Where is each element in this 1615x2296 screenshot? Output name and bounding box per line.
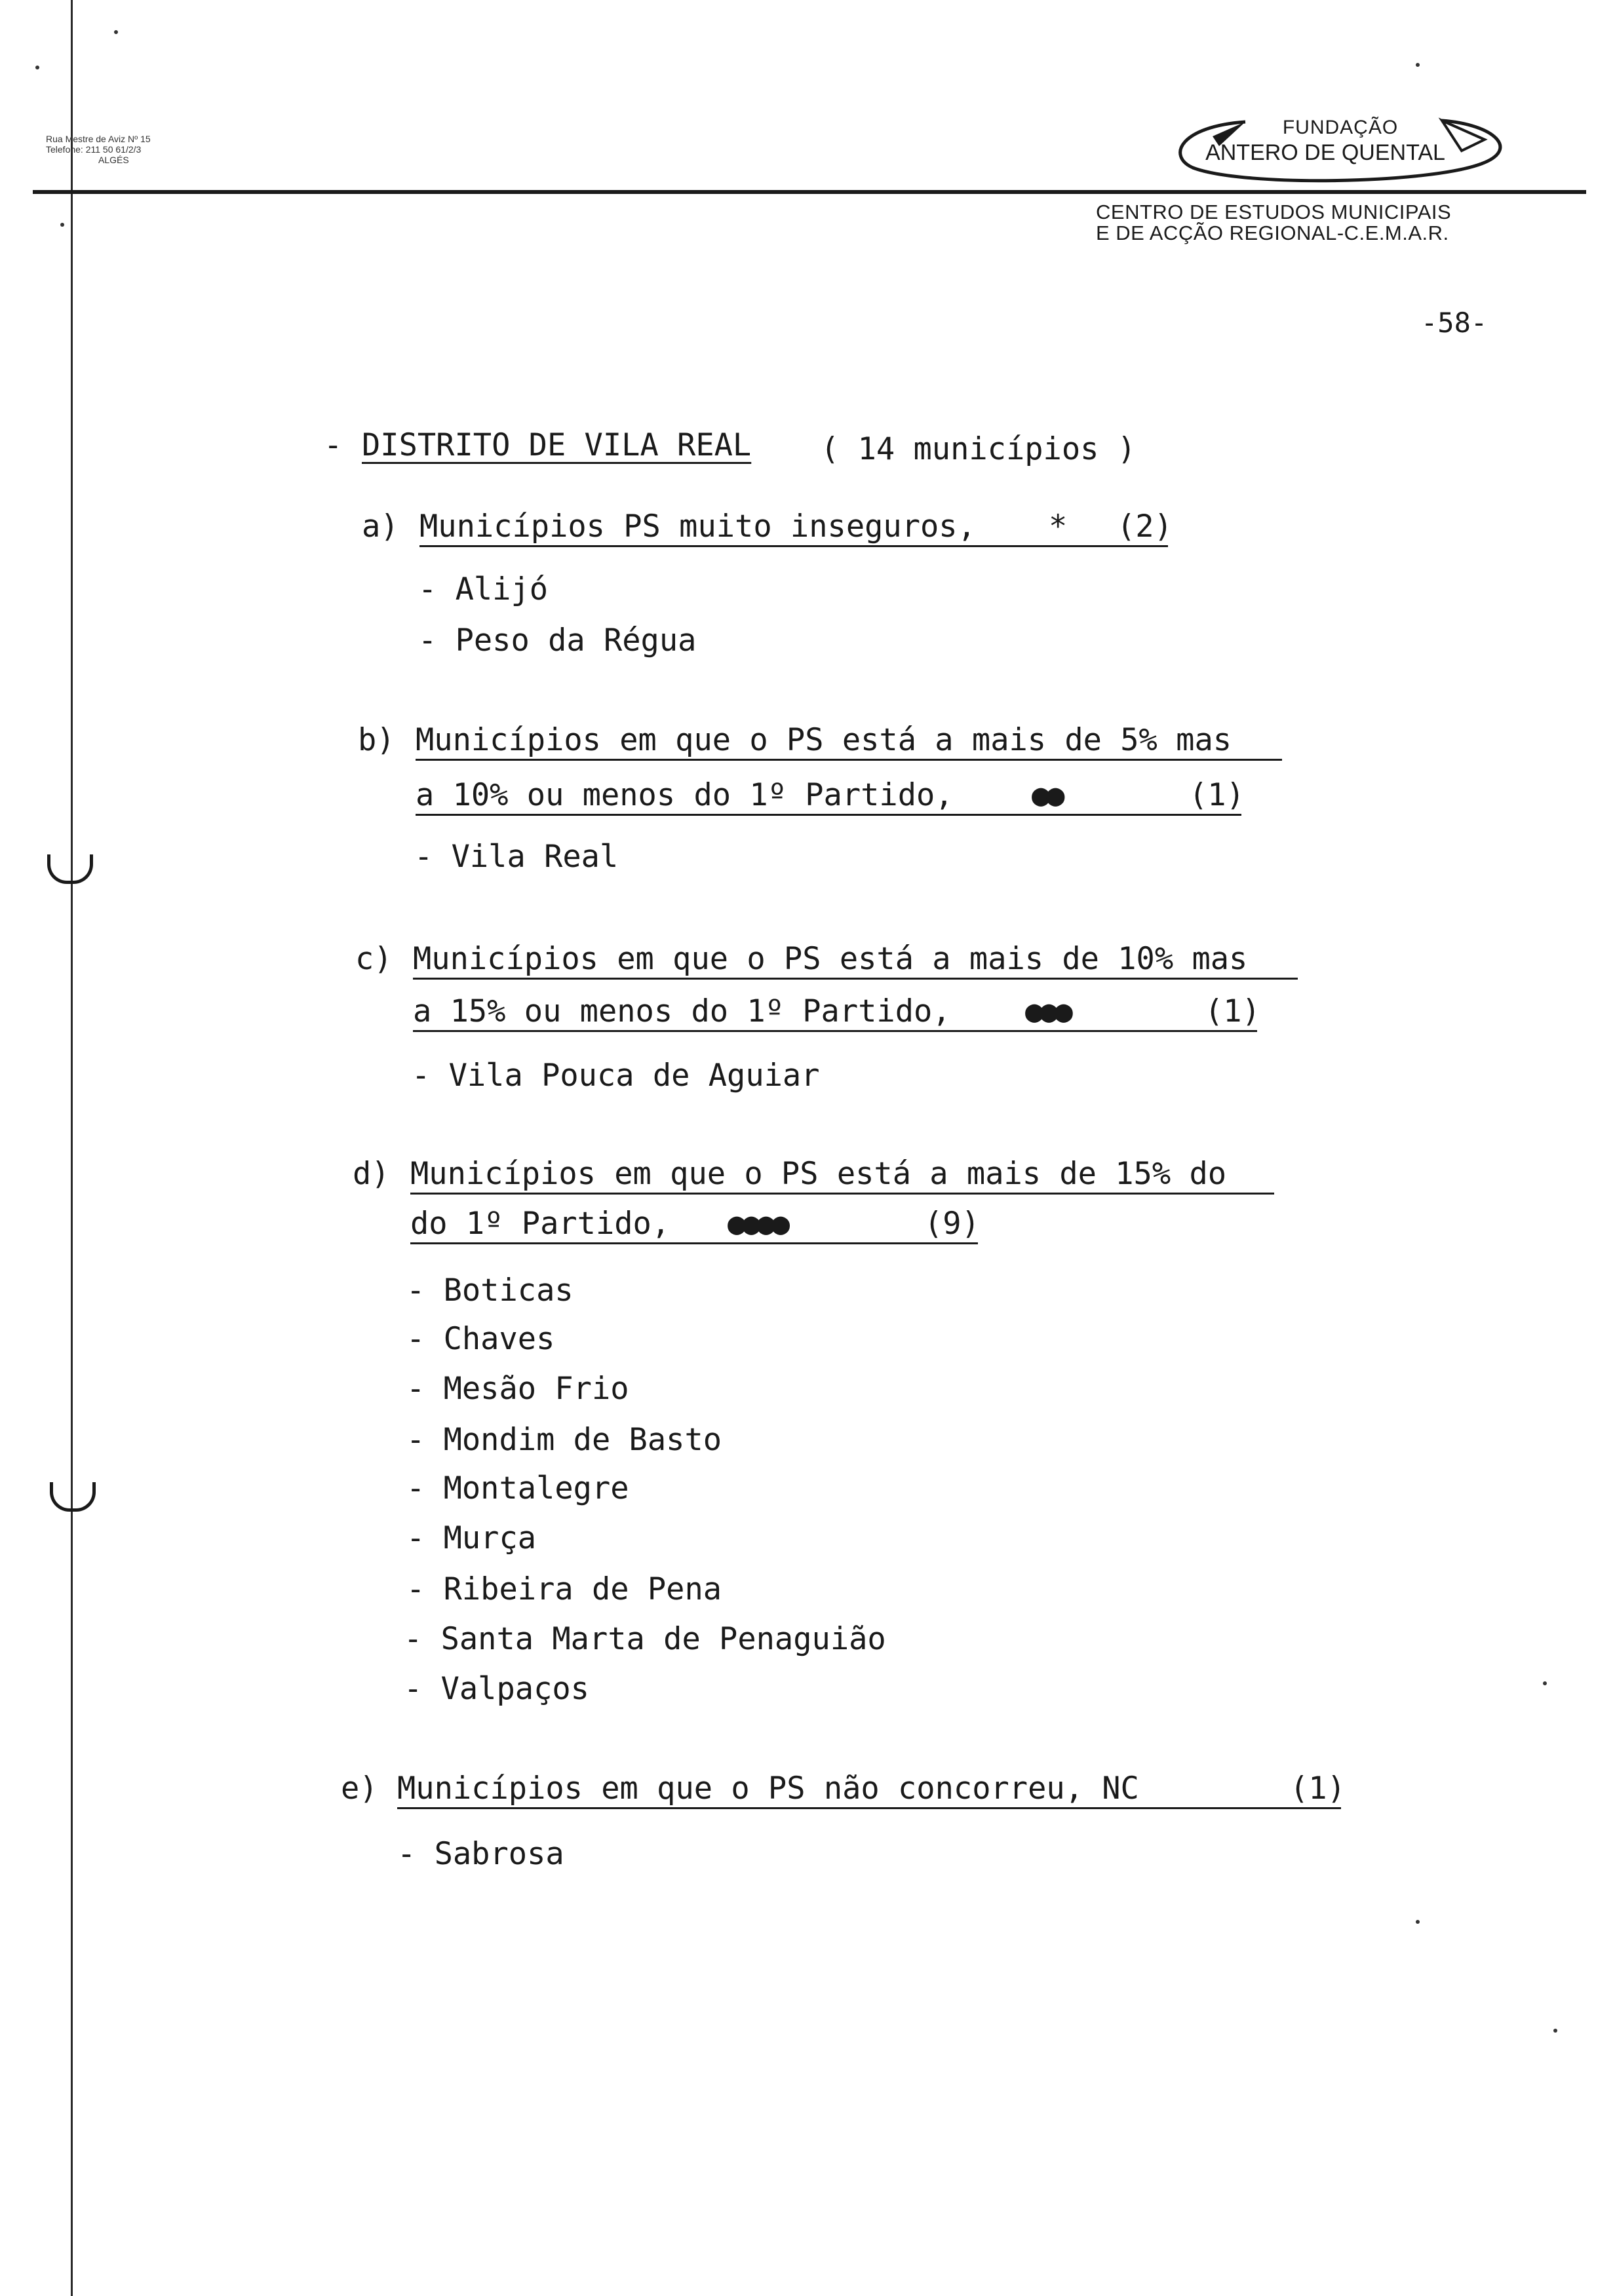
speck xyxy=(1416,63,1420,67)
section-e-heading xyxy=(397,1770,1346,1809)
list-item: - Murça xyxy=(406,1520,537,1556)
section-e-letter: e) xyxy=(341,1770,378,1807)
list-item: - Mondim de Basto xyxy=(406,1422,722,1458)
section-a-letter: a) xyxy=(362,508,399,545)
address-town: ALGÉS xyxy=(98,155,129,165)
speck xyxy=(60,223,64,227)
section-c-letter: c) xyxy=(355,941,393,977)
list-item: - Peso da Régua xyxy=(418,622,697,659)
section-b-letter: b) xyxy=(358,722,395,758)
list-item: - Santa Marta de Penaguião xyxy=(404,1621,886,1657)
district-count: ( 14 municípios ) xyxy=(821,431,1137,467)
section-d-letter: d) xyxy=(353,1156,390,1192)
list-item: - Sabrosa xyxy=(397,1836,564,1872)
page-number: -58- xyxy=(1421,307,1488,339)
speck xyxy=(35,66,39,69)
address-street: Rua Mestre de Aviz Nº 15 xyxy=(46,134,151,144)
foundation-logo xyxy=(1154,110,1521,183)
center-name-line2: E DE ACÇÃO REGIONAL-C.E.M.A.R. xyxy=(1096,221,1449,244)
speck xyxy=(114,30,118,34)
center-name xyxy=(1096,202,1451,244)
logo-text-bottom: ANTERO DE QUENTAL xyxy=(1205,140,1445,165)
center-name-line1: CENTRO DE ESTUDOS MUNICIPAIS xyxy=(1096,201,1452,223)
section-d-count: (9) xyxy=(924,1206,980,1242)
speck xyxy=(1543,1681,1547,1685)
section-c-symbol: ●●● xyxy=(1025,993,1069,1029)
section-a-count: (2) xyxy=(1117,508,1173,545)
section-c-heading-line2 xyxy=(413,993,1260,1032)
list-item: - Alijó xyxy=(418,571,549,607)
section-c-heading-line1: Municípios em que o PS está a mais de 10% mas xyxy=(413,941,1298,980)
district-title: DISTRITO DE VILA REAL xyxy=(362,427,752,463)
list-item: - Vila Real xyxy=(414,839,619,875)
section-d-heading-line2 xyxy=(410,1206,978,1244)
list-item: - Montalegre xyxy=(406,1470,629,1506)
section-a-heading xyxy=(419,508,1173,547)
section-b-text: a 10% ou menos do 1º Partido, xyxy=(416,777,954,813)
section-d-symbol: ●●●● xyxy=(728,1206,787,1242)
section-c-text: a 15% ou menos do 1º Partido, xyxy=(413,993,951,1029)
list-item: - Boticas xyxy=(406,1272,574,1309)
district-dash: - xyxy=(324,427,343,463)
section-b-count: (1) xyxy=(1189,777,1245,813)
punch-mark-icon xyxy=(50,1482,96,1512)
header-rule xyxy=(33,190,1586,194)
list-item: - Mesão Frio xyxy=(406,1371,629,1407)
section-a-symbol: * xyxy=(1049,508,1068,545)
letterhead-address xyxy=(46,134,151,165)
logo-text-top: FUNDAÇÃO xyxy=(1282,117,1399,138)
binding-line xyxy=(71,0,73,2296)
list-item: - Valpaços xyxy=(404,1671,589,1707)
section-b-symbol: ●● xyxy=(1032,777,1061,813)
list-item: - Ribeira de Pena xyxy=(406,1571,722,1607)
speck xyxy=(1553,2029,1557,2033)
punch-mark-icon xyxy=(47,854,93,884)
section-b-heading-line1: Municípios em que o PS está a mais de 5% mas xyxy=(416,722,1282,761)
list-item: - Chaves xyxy=(406,1321,555,1357)
section-e-count: (1) xyxy=(1290,1770,1346,1807)
speck xyxy=(1416,1920,1420,1924)
section-b-heading-line2 xyxy=(416,777,1245,816)
address-phone: Telefone: 211 50 61/2/3 xyxy=(46,144,142,155)
section-d-text: do 1º Partido, xyxy=(410,1206,671,1242)
section-d-heading-line1: Municípios em que o PS está a mais de 15% do xyxy=(410,1156,1274,1195)
section-a-text: Municípios PS muito inseguros, xyxy=(419,508,976,545)
list-item: - Vila Pouca de Aguiar xyxy=(412,1058,820,1094)
section-c-count: (1) xyxy=(1205,993,1260,1029)
section-e-text: Municípios em que o PS não concorreu, NC xyxy=(397,1770,1139,1807)
